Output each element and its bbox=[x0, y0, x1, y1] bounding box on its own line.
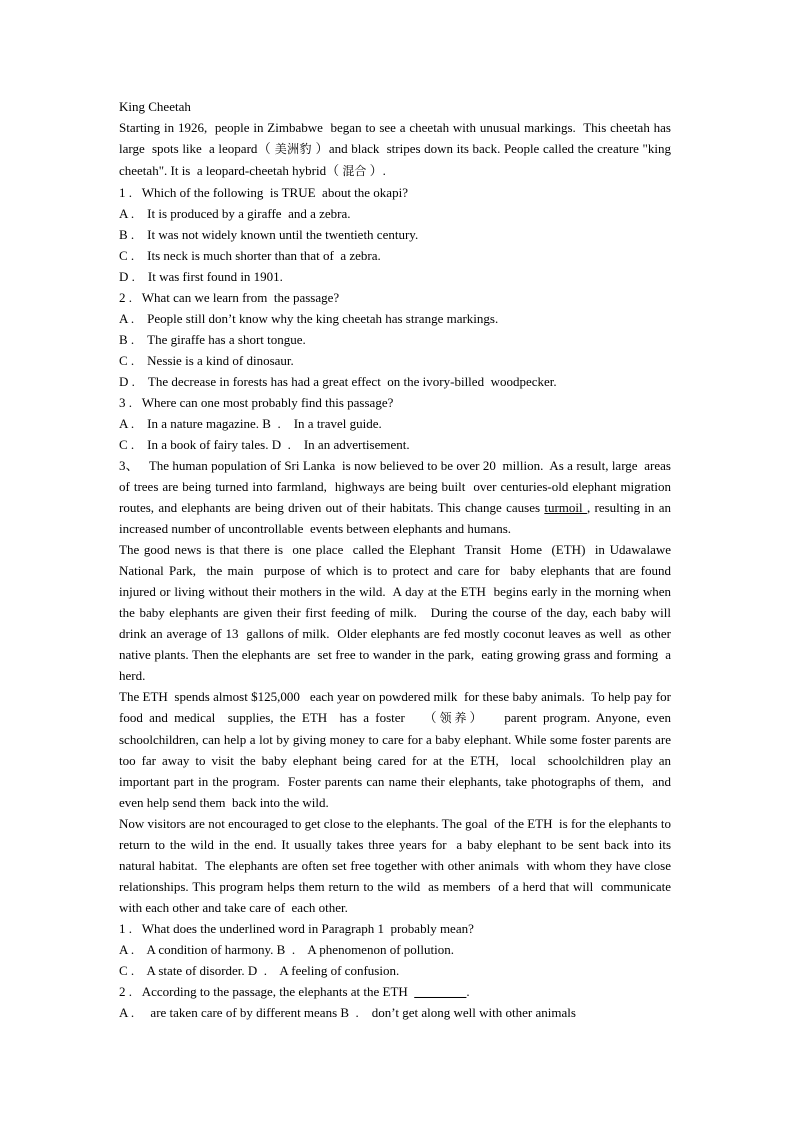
passage-2-p1-pre: The human population of Sri Lanka is now believed to be over 20 million. As a result, large areas of trees are being turned into farmland, highways are being built over centuries-old elephant migration routes, and elephants are being driven out of their habitats. This change causes bbox=[119, 458, 675, 515]
passage-1-text-mid: ）and black stripes down its back. People called the creature "king cheetah". It is a leopard-cheetah hybrid（ bbox=[119, 141, 675, 178]
question-1-option-a[interactable] bbox=[119, 203, 671, 224]
option-text-d: The decrease in forests has had a great effect on the ivory-billed woodpecker. bbox=[147, 374, 557, 389]
question-1-option-d[interactable] bbox=[119, 266, 671, 287]
option-marker-b: B . bbox=[119, 332, 135, 347]
option-text-d: It was first found in 1901. bbox=[147, 269, 283, 284]
option-text-c: Nessie is a kind of dinosaur. bbox=[147, 353, 294, 368]
question-1-option-c[interactable] bbox=[119, 245, 671, 266]
question-4-marker: 1 . bbox=[119, 921, 132, 936]
passage-2-p3-post: ） parent program. Anyone, even schoolchildren, can help a lot by giving money to care for a baby elephant. While some foster parents are too far away to visit the baby elephant being cared for at the ETH, local schoolchildren play an important part in the program. Foster parents can name their elephants, take photographs of them, and even help send them back into the wild. bbox=[119, 710, 675, 810]
question-3-options-cd[interactable]: C . In a book of fairy tales. D . In an advertisement. bbox=[119, 437, 410, 452]
question-2-option-b[interactable] bbox=[119, 329, 671, 350]
question-1-text: Which of the following is TRUE about the okapi? bbox=[141, 185, 408, 200]
option-marker-b: B . bbox=[119, 227, 135, 242]
question-1-marker: 1 . bbox=[119, 185, 132, 200]
passage-2-paragraph-1 bbox=[119, 455, 675, 539]
option-text-b: The giraffe has a short tongue. bbox=[147, 332, 306, 347]
question-3-stem bbox=[119, 392, 671, 413]
passage-2-paragraph-3 bbox=[119, 686, 675, 813]
question-5-stem bbox=[119, 981, 671, 1002]
answer-blank[interactable]: ________ bbox=[414, 984, 467, 999]
question-3-options-ab[interactable]: A . In a nature magazine. B . In a travel guide. bbox=[119, 416, 382, 431]
question-5-text-post: . bbox=[466, 984, 470, 999]
option-text-a: It is produced by a giraffe and a zebra. bbox=[147, 206, 351, 221]
question-2-stem bbox=[119, 287, 671, 308]
option-marker-d: D . bbox=[119, 269, 135, 284]
passage-2-marker: 3、 bbox=[119, 458, 139, 473]
passage-2-paragraph-4: Now visitors are not encouraged to get close to the elephants. The goal of the ETH is for the elephants to return to the wild in the end. It usually takes three years for a baby elephant to be sent back into its natural habitat. The elephants are often set free together with other animals with whom they have close relationships. This program helps them return to the wild as members of a herd that will communicate with each other and take care of each other. bbox=[119, 816, 675, 915]
question-1-stem bbox=[119, 182, 671, 203]
question-4-options-cd[interactable]: C . A state of disorder. D . A feeling of confusion. bbox=[119, 963, 400, 978]
passage-2-p1-post: , resulting in an increased number of uncontrollable events between elephants and humans. bbox=[119, 500, 675, 536]
question-3-text: Where can one most probably find this passage? bbox=[141, 395, 394, 410]
question-2-option-d[interactable] bbox=[119, 371, 671, 392]
passage-1-text-post: ）. bbox=[366, 163, 386, 178]
option-marker-c: C . bbox=[119, 248, 135, 263]
question-5-options-ab[interactable]: A . are taken care of by different means B . don’t get along well with other animals bbox=[119, 1005, 576, 1020]
passage-1-cjk-hybrid: 混合 bbox=[342, 164, 367, 178]
question-1-option-b[interactable] bbox=[119, 224, 671, 245]
option-text-b: It was not widely known until the twentieth century. bbox=[147, 227, 419, 242]
question-5-marker: 2 . bbox=[119, 984, 132, 999]
question-4-stem bbox=[119, 918, 671, 939]
passage-1-text-pre: Starting in 1926, people in Zimbabwe began to see a cheetah with unusual markings. This cheetah has large spots like a leopard（ bbox=[119, 120, 675, 156]
option-marker-a: A . bbox=[119, 311, 135, 326]
option-text-c: Its neck is much shorter than that of a zebra. bbox=[147, 248, 381, 263]
question-2-text: What can we learn from the passage? bbox=[141, 290, 340, 305]
passage-1-cjk-leopard: 美洲豹 bbox=[274, 142, 312, 156]
option-marker-c: C . bbox=[119, 353, 135, 368]
option-marker-a: A . bbox=[119, 206, 135, 221]
option-text-a: People still don’t know why the king cheetah has strange markings. bbox=[147, 311, 499, 326]
question-5-text-pre: According to the passage, the elephants at the ETH bbox=[141, 984, 415, 999]
passage-2-p3-pre: The ETH spends almost $125,000 each year on powdered milk for these baby animals. To help pay for food and medical supplies, the ETH has a foster （ bbox=[119, 689, 675, 725]
passage-2-paragraph-2: The good news is that there is one place called the Elephant Transit Home (ETH) in Udawalawe National Park, the main purpose of which is to protect and care for baby elephants that are found injured or living without their mothers in the wild. A day at the ETH begins early in the morning when the baby elephants are given their first feeding of milk. During the course of the day, each baby will drink an average of 13 gallons of milk. Older elephants are fed mostly coconut leaves as well as other native plants. Then the elephants are set free to wander in the park, eating growing grass and forming a herd. bbox=[119, 542, 675, 683]
question-2-option-c[interactable] bbox=[119, 350, 671, 371]
question-3-marker: 3 . bbox=[119, 395, 132, 410]
option-marker-d: D . bbox=[119, 374, 135, 389]
passage-2-cjk-foster: 领养 bbox=[439, 711, 470, 725]
passage-1-paragraph bbox=[119, 117, 675, 182]
document-body bbox=[119, 96, 675, 1023]
underlined-word-turmoil: turmoil bbox=[544, 500, 587, 515]
question-4-options-ab[interactable]: A . A condition of harmony. B . A phenomenon of pollution. bbox=[119, 942, 454, 957]
question-2-marker: 2 . bbox=[119, 290, 132, 305]
question-2-option-a[interactable] bbox=[119, 308, 671, 329]
question-4-text: What does the underlined word in Paragraph 1 probably mean? bbox=[141, 921, 474, 936]
passage-heading: King Cheetah bbox=[119, 99, 191, 114]
